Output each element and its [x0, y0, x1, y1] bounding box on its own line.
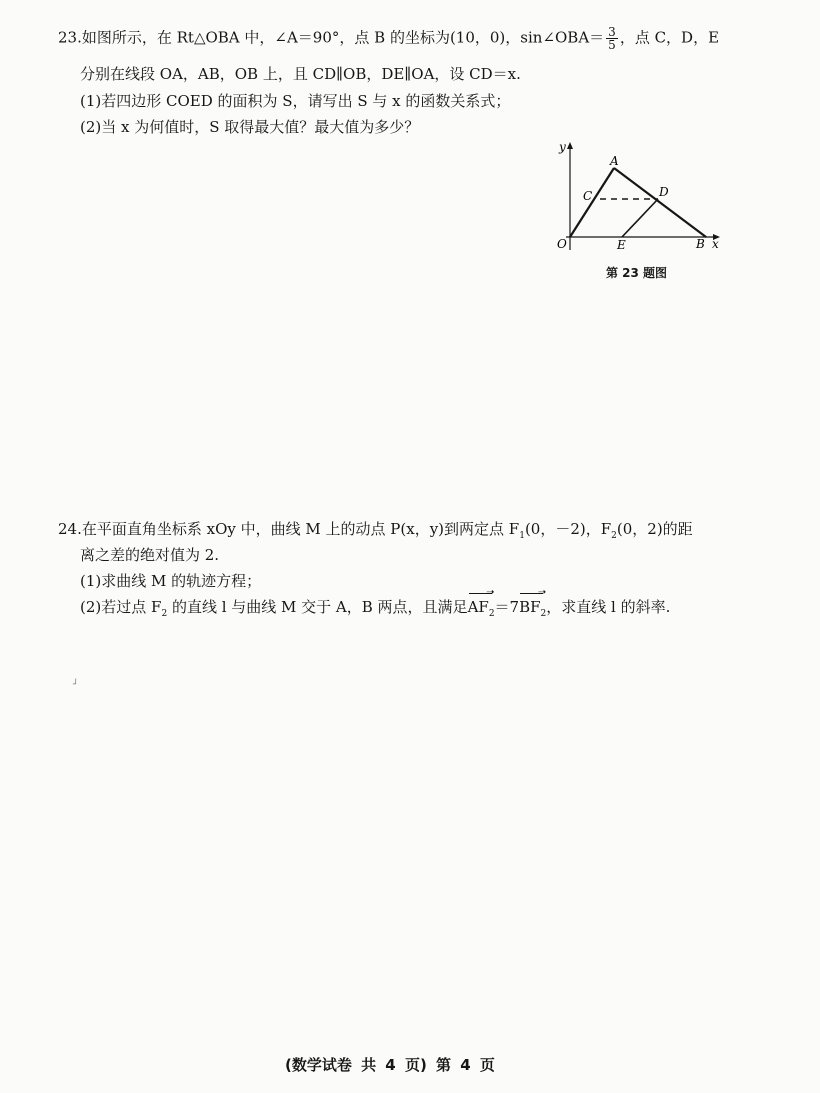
label-b: B — [696, 237, 705, 251]
label-c: C — [583, 189, 593, 203]
q23-frac-num: 3 — [608, 25, 616, 39]
q23-part2: (2)当 x 为何值时，S 取得最大值？最大值为多少？ — [80, 118, 420, 136]
vector-af2-sub: 2 — [488, 609, 495, 619]
q23-figure-caption: 第 23 题图 — [606, 266, 668, 280]
y-axis-arrow — [567, 142, 573, 149]
q23-frac-den: 5 — [608, 38, 616, 52]
label-x: x — [712, 237, 719, 251]
q24-line1-post: (0，2)的距 — [616, 520, 693, 538]
vector-bf2: ➝ $BF_2$ — [519, 587, 547, 619]
q23-line2: 分别在线段 OA，AB，OB 上，且 CD∥OB，DE∥OA，设 CD＝x. — [80, 65, 521, 83]
vector-af2: ➝ $AF_2$ — [467, 587, 495, 619]
segment-ab — [614, 168, 706, 237]
q24-f2-sub: 2 — [611, 531, 617, 541]
q24-eq: ＝7 — [494, 598, 520, 616]
scan-mark: ┘ — [73, 680, 79, 690]
q24-part1: (1)求曲线 M 的轨迹方程； — [80, 572, 262, 590]
vector-af2-text: AF — [467, 598, 489, 616]
q24-part2-sub: 2 — [161, 609, 168, 619]
q23-fraction — [606, 26, 618, 51]
q23-line1-post: ，点 C，D，E — [619, 28, 720, 47]
q24-line1 — [58, 519, 693, 546]
q24-f1-sub: 1 — [519, 531, 525, 541]
q24-part2-pre: (2)若过点 F — [80, 598, 162, 616]
label-e: E — [617, 238, 626, 252]
q24-line1-pre: 24.在平面直角坐标系 xOy 中，曲线 M 上的动点 P(x，y)到两定点 F — [58, 520, 520, 538]
label-y: y — [559, 140, 566, 154]
page-footer: (数学试卷 共 4 页) 第 4 页 — [285, 1056, 495, 1074]
vector-bf2-sub: 2 — [540, 609, 547, 619]
label-a: A — [610, 154, 619, 168]
q23-line1-pre: 23.如图所示，在 Rt△OBA 中，∠A＝90°，点 B 的坐标为(10，0)，sin∠OBA＝ — [58, 28, 605, 47]
q23-line1 — [58, 26, 719, 51]
label-o: O — [557, 237, 567, 251]
q24-part2-post: ，求直线 l 的斜率. — [546, 598, 671, 616]
q24-line2: 离之差的绝对值为 2. — [80, 546, 220, 564]
q24-line1-mid: (0，－2)，F — [524, 520, 612, 538]
vector-bf2-text: BF — [519, 598, 541, 616]
segment-de — [622, 199, 658, 237]
q24-part2 — [80, 587, 671, 624]
q23-figure — [548, 140, 728, 262]
q23-part1: (1)若四边形 COED 的面积为 S，请写出 S 与 x 的函数关系式； — [80, 92, 511, 110]
label-d: D — [659, 185, 669, 199]
q24-part2-mid: 的直线 l 与曲线 M 交于 A，B 两点，且满足 — [167, 598, 468, 616]
